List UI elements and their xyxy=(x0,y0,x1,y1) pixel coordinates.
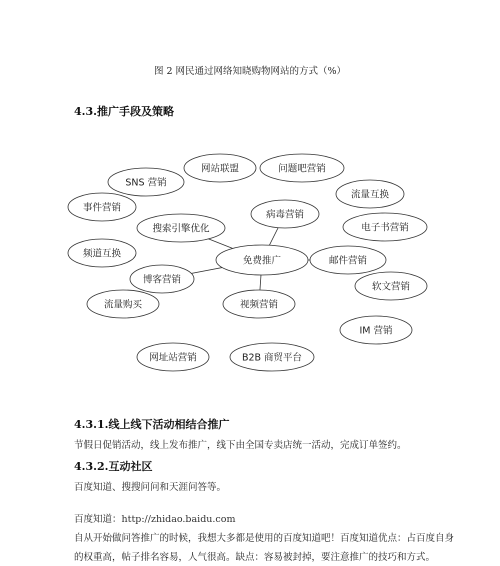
node-dianzishu xyxy=(343,213,427,241)
section-4-3-1-body: 节假日促销活动，线上发布推广，线下由全国专卖店统一活动，完成订单签约。 xyxy=(74,440,407,451)
node-youjian xyxy=(310,246,386,274)
baidu-zhidao-link[interactable]: http://zhidao.baidu.com xyxy=(121,514,236,525)
node-label: IM 营销 xyxy=(359,325,393,337)
node-pindao xyxy=(68,239,136,267)
baidu-zhidao-desc-2: 的权重高，帖子排名容易，人气很高。缺点：容易被封掉，要注意推广的技巧和方式。 xyxy=(74,552,436,563)
node-label: 网址站营销 xyxy=(149,352,197,364)
node-b2b xyxy=(230,343,314,371)
node-wangzhan-lianmeng xyxy=(184,154,256,182)
node-label: 流量购买 xyxy=(103,299,143,311)
node-label: 病毒营销 xyxy=(265,209,305,221)
section-4-3-2-heading: 4.3.2.互动社区 xyxy=(74,460,153,473)
node-label: SNS 营销 xyxy=(125,177,167,189)
node-im xyxy=(340,316,412,344)
node-label: 免费推广 xyxy=(242,255,282,267)
node-label: 博客营销 xyxy=(142,274,182,286)
node-center xyxy=(216,245,308,275)
figure-caption: 图 2 网民通过网络知晓购物网站的方式（%） xyxy=(153,66,347,77)
node-wenti-ba xyxy=(260,154,344,182)
section-4-3-1-heading: 4.3.1.线上线下活动相结合推广 xyxy=(74,418,230,431)
node-wangzhi xyxy=(137,343,209,371)
node-label: 流量互换 xyxy=(350,189,390,201)
baidu-zhidao-label: 百度知道： xyxy=(74,514,122,525)
node-shipin xyxy=(223,290,295,318)
promotion-mind-map xyxy=(0,140,500,380)
node-liuliang-goumai xyxy=(87,290,159,318)
node-sns xyxy=(108,168,184,196)
node-label: 问题吧营销 xyxy=(278,163,326,175)
node-label: B2B 商贸平台 xyxy=(241,352,303,364)
section-4-3-heading: 4.3.推广手段及策略 xyxy=(74,105,174,118)
node-liuliang-huhuan xyxy=(336,180,404,208)
node-label: 搜索引擎优化 xyxy=(152,223,210,235)
node-ruanwen xyxy=(355,272,427,300)
node-boke xyxy=(130,265,194,293)
node-label: 软文营销 xyxy=(371,281,411,293)
node-label: 邮件营销 xyxy=(328,255,368,267)
node-label: 网站联盟 xyxy=(200,163,240,175)
node-label: 事件营销 xyxy=(82,202,122,214)
baidu-zhidao-line xyxy=(74,511,235,525)
node-label: 电子书营销 xyxy=(361,222,409,234)
node-label: 视频营销 xyxy=(239,299,279,311)
node-sousuo xyxy=(137,214,225,242)
node-shijian xyxy=(68,193,136,221)
node-label: 频道互换 xyxy=(82,248,122,260)
baidu-zhidao-desc-1: 自从开始做问答推广的时候，我想大多都是使用的百度知道吧！百度知道优点：占百度自身 xyxy=(74,533,455,544)
node-bingdu xyxy=(251,200,319,228)
section-4-3-2-body: 百度知道、搜搜问问和天涯问答等。 xyxy=(74,482,227,493)
